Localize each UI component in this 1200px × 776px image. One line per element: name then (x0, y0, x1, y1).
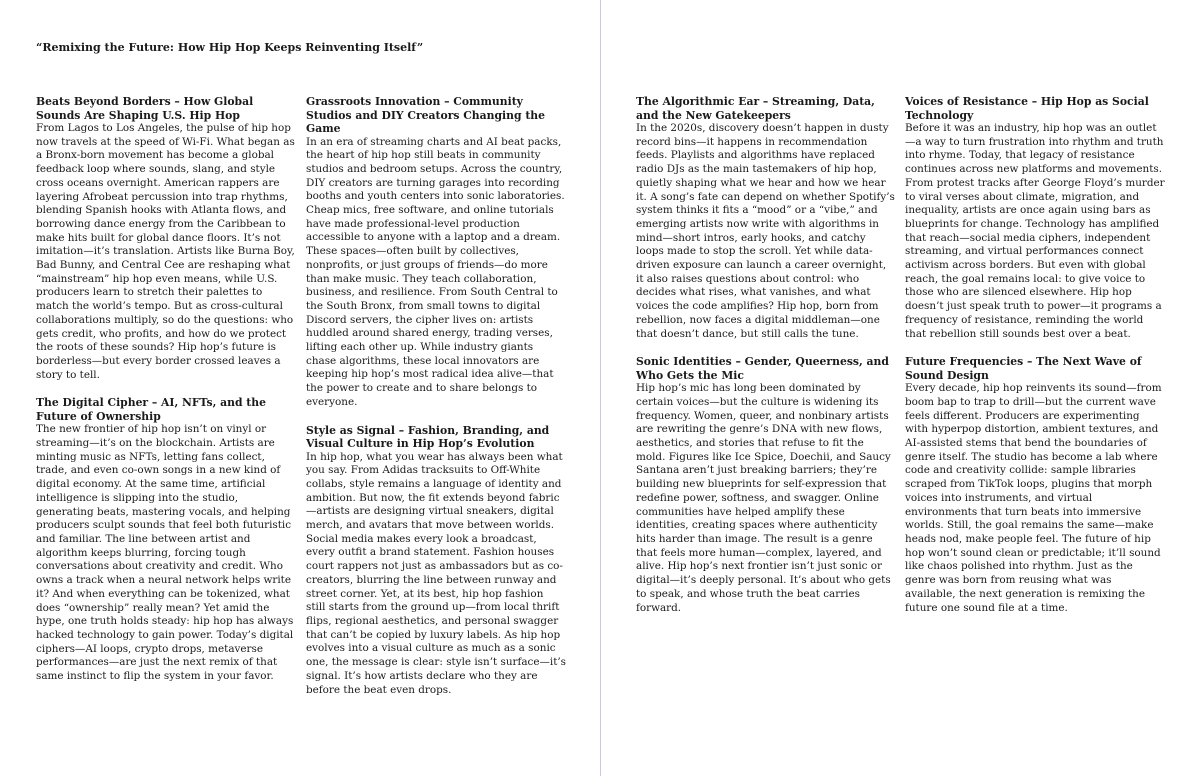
article-body: In an era of streaming charts and AI beat packs, the heart of hip hop still beats in community studios and bedroom setups. Across the country, DIY creators are turning garages into recording booths and youth centers into sonic laboratories. Cheap mics, free software, and online tutorials have made professional-level production accessible to anyone with a laptop and a dream. These spaces—often built by collectives, nonprofits, or just groups of friends—do more than make music. They teach collaboration, business, and resilience. From South Central to the South Bronx, from small towns to digital Discord servers, the cipher lives on: artists huddled around shared energy, trading verses, lifting each other up. While industry giants chase algorithms, these local innovators are keeping hip hop’s most radical idea alive—that the power to create and to share belongs to everyone. (306, 135, 565, 408)
left-page-column-1 (36, 95, 296, 698)
article-digital-cipher (36, 396, 296, 683)
article-sonic-identities (636, 355, 896, 615)
article-body: Every decade, hip hop reinvents its sound—from boom bap to trap to drill—but the current wave feels different. Producers are experimenting with hyperpop distortion, ambient textures, and AI-assisted stems that bend the boundaries of genre itself. The studio has become a lab where code and creativity collide: sample libraries scraped from TikTok loops, plugins that morph voices into instruments, and virtual environments that turn beats into immersive worlds. Still, the goal remains the same—make heads nod, make people feel. The future of hip hop won’t sound clean or predictable; it’ll sound like chaos polished into rhythm. Just as the genre was born from reusing what was available, the next generation is remixing the future one sound file at a time. (905, 382, 1162, 614)
article-heading: Voices of Resistance – Hip Hop as Social Technology (905, 95, 1149, 122)
article-body: From Lagos to Los Angeles, the pulse of hip hop now travels at the speed of Wi-Fi. What began as a Bronx-born movement has become a global feedback loop where sounds, slang, and style cross oceans overnight. American rappers are layering Afrobeat percussion into trap rhythms, blending Spanish hooks with Atlanta flows, and borrowing dance energy from the Caribbean to make hits built for global dance floors. It’s not imitation—it’s translation. Artists like Burna Boy, Bad Bunny, and Central Cee are reshaping what “mainstream” hip hop even means, while U.S. producers learn to stretch their palettes to match the world’s tempo. But as cross-cultural collaborations multiply, so do the questions: who gets credit, who profits, and how do we protect the roots of these sounds? Hip hop’s future is borderless—but every border crossed leaves a story to tell. (36, 122, 295, 381)
article-heading: Style as Signal – Fashion, Branding, and Visual Culture in Hip Hop’s Evolution (306, 423, 550, 451)
article-voices-of-resistance (905, 95, 1165, 341)
right-page (601, 0, 1200, 776)
article-body: The new frontier of hip hop isn’t on vinyl or streaming—it’s on the blockchain. Artists are minting music as NFTs, letting fans collect, trade, and even co-own songs in a new kind of digital economy. At the same time, artificial intelligence is slipping into the studio, generating beats, mastering vocals, and helping producers sculpt sounds that feel both futuristic and familiar. The line between artist and algorithm keeps blurring, forcing tough conversations about creativity and credit. Who owns a track when a neural network helps write it? And when everything can be tokenized, what does “ownership” really mean? Yet amid the hype, one truth holds steady: hip hop has always hacked technology to gain power. Today’s digital ciphers—AI loops, crypto drops, metaverse performances—are just the next remix of that same instinct to flip the system in your favor. (36, 423, 294, 683)
article-heading: Grassroots Innovation – Community Studios and DIY Creators Changing the Game (306, 95, 546, 135)
article-body: Hip hop’s mic has long been dominated by certain voices—but the culture is widening its frequency. Women, queer, and nonbinary artists are rewriting the genre’s DNA with new flows, aesthetics, and stories that refuse to fit the mold. Figures like Ice Spice, Doechii, and Saucy Santana aren’t just breaking barriers; they’re building new blueprints for self-expression that redefine power, softness, and swagger. Online communities have helped amplify these identities, creating spaces where authenticity hits harder than image. The result is a genre that feels more human—complex, layered, and alive. Hip hop’s next frontier isn’t just sonic or digital—it’s deeply personal. It’s about who gets to speak, and whose truth the beat carries forward. (636, 382, 891, 614)
article-heading: Future Frequencies – The Next Wave of Sound Design (905, 355, 1142, 382)
article-heading: The Digital Cipher – AI, NFTs, and the Future of Ownership (36, 396, 267, 423)
article-beats-beyond-borders (36, 95, 296, 382)
spread-title: “Remixing the Future: How Hip Hop Keeps Reinventing Itself” (36, 41, 424, 54)
article-body: In the 2020s, discovery doesn’t happen in dusty record bins—it happens in recommendation feeds. Playlists and algorithms have replaced radio DJs as the main tastemakers of hip hop, quietly shaping what we hear and how we hear it. A song’s fate can depend on whether Spotify’s system thinks it fits a “mood” or a “vibe,” and emerging artists now write with algorithms in mind—short intros, early hooks, and catchy loops made to stop the scroll. Yet while data-driven exposure can launch a career overnight, it also raises questions about control: who decides what rises, what vanishes, and what voices the code amplifies? Hip hop, born from rebellion, now faces a digital middleman—one that doesn’t dance, but still calls the tune. (636, 122, 895, 340)
article-heading: Beats Beyond Borders – How Global Sounds Are Shaping U.S. Hip Hop (36, 95, 254, 122)
left-page-column-2 (306, 95, 566, 711)
article-heading: The Algorithmic Ear – Streaming, Data, and the New Gatekeepers (636, 95, 875, 122)
article-style-as-signal (306, 424, 566, 698)
right-page-column-1 (636, 95, 896, 629)
article-heading: Sonic Identities – Gender, Queerness, and Who Gets the Mic (636, 355, 889, 382)
right-page-column-2 (905, 95, 1165, 629)
article-grassroots-innovation (306, 95, 566, 410)
article-body: In hip hop, what you wear has always been what you say. From Adidas tracksuits to Off-White collabs, style remains a language of identity and ambition. But now, the fit extends beyond fabric—artists are designing virtual sneakers, digital merch, and avatars that move between worlds. Social media makes every look a broadcast, every outfit a brand statement. Fashion houses court rappers not just as ambassadors but as co-creators, blurring the line between runway and street corner. Yet, at its best, hip hop fashion still starts from the ground up—from local thrift flips, regional aesthetics, and personal swagger that can’t be copied by luxury labels. As hip hop evolves into a visual culture as much as a sonic one, the message is clear: style isn’t surface—it’s signal. It’s how artists declare who they are before the beat even drops. (306, 450, 567, 696)
article-body: Before it was an industry, hip hop was an outlet—a way to turn frustration into rhythm and truth into rhyme. Today, that legacy of resistance continues across new platforms and movements. From protest tracks after George Floyd’s murder to viral verses about climate, migration, and inequality, artists are once again using bars as blueprints for change. Technology has amplified that reach—social media ciphers, independent streaming, and virtual performances connect activism across borders. But even with global reach, the goal remains local: to give voice to those who are silenced elsewhere. Hip hop doesn’t just speak truth to power—it programs a frequency of resistance, reminding the world that rebellion still sounds best over a beat. (905, 122, 1165, 340)
article-future-frequencies (905, 355, 1165, 615)
article-algorithmic-ear (636, 95, 896, 341)
